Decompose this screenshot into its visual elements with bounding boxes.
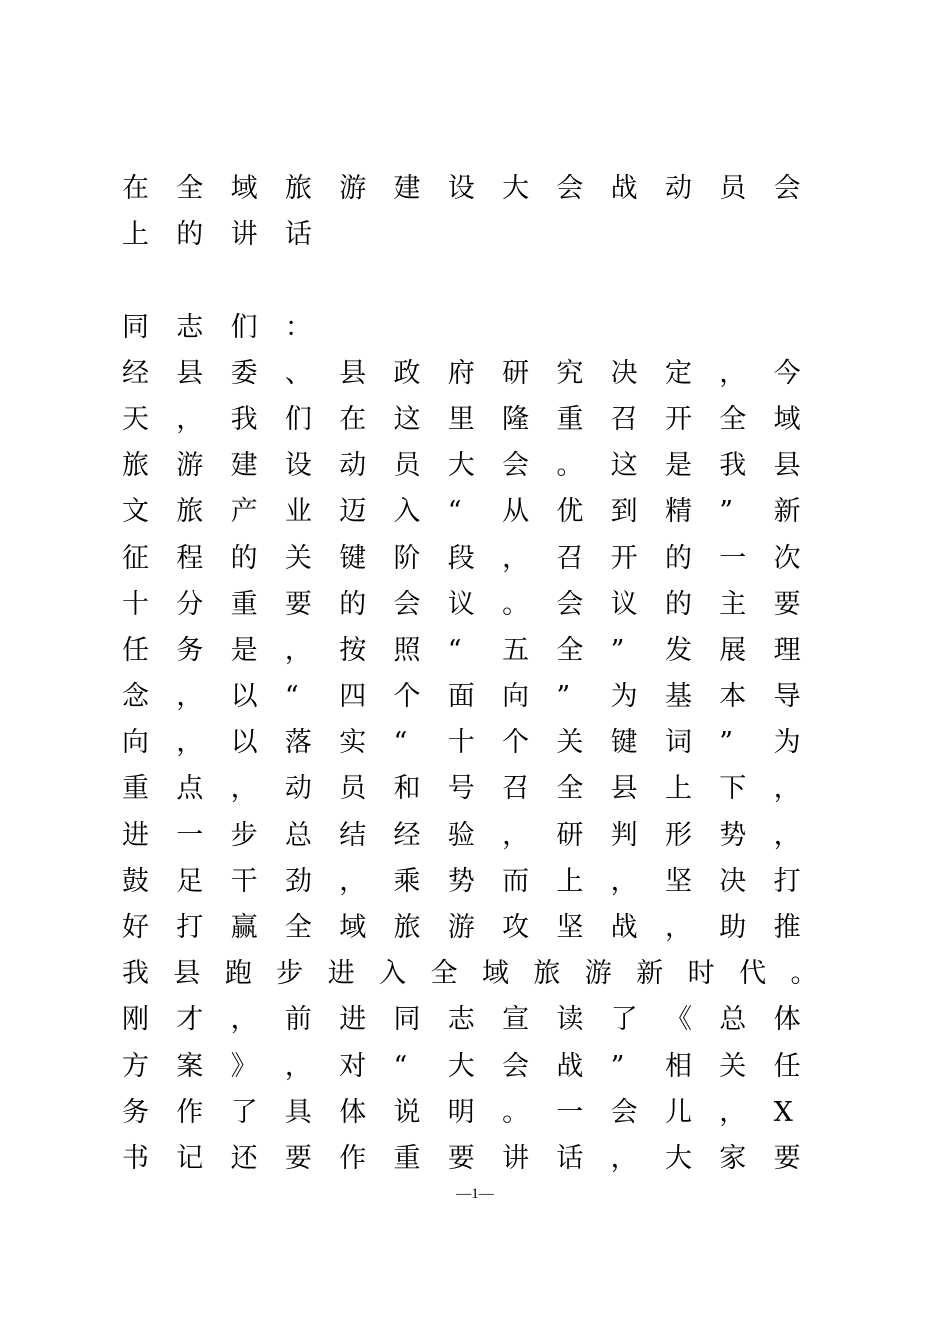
text-char: 话 bbox=[556, 1142, 584, 1174]
text-char: 势 bbox=[447, 865, 475, 897]
text-char: 务 bbox=[176, 634, 204, 666]
document-text bbox=[122, 166, 842, 1182]
text-char: 下 bbox=[719, 773, 747, 805]
text-char: 建 bbox=[230, 450, 258, 482]
text-char: ， bbox=[284, 1050, 312, 1082]
text-char: 入 bbox=[379, 958, 407, 990]
text-char: 旅 bbox=[393, 912, 421, 943]
text-char: ， bbox=[610, 1142, 638, 1174]
text-char: 动 bbox=[339, 450, 367, 482]
text-char: 验 bbox=[447, 819, 475, 851]
text-char: 才 bbox=[176, 1004, 204, 1036]
text-char: 任 bbox=[122, 634, 149, 666]
text-char: 进 bbox=[122, 819, 149, 851]
text-char: 域 bbox=[230, 173, 258, 204]
text-char: 乘 bbox=[393, 865, 421, 897]
text-char: 基 bbox=[664, 681, 692, 713]
text-char: 文 bbox=[122, 496, 149, 528]
text-char: 旅 bbox=[533, 958, 561, 990]
text-char: 的 bbox=[230, 542, 258, 574]
text-char: 县 bbox=[773, 450, 801, 482]
text-char: 重 bbox=[556, 403, 584, 435]
text-char: ， bbox=[719, 357, 747, 389]
text-char: 《 bbox=[664, 1004, 692, 1036]
text-char: 里 bbox=[447, 403, 475, 435]
body-line bbox=[122, 1136, 842, 1182]
text-char: 前 bbox=[284, 1004, 312, 1036]
text-char: 读 bbox=[556, 1004, 584, 1036]
text-char: 案 bbox=[176, 1050, 204, 1082]
text-char: 理 bbox=[773, 634, 801, 666]
text-char: 步 bbox=[276, 958, 304, 990]
text-char: 程 bbox=[176, 542, 204, 574]
text-char: 决 bbox=[719, 865, 747, 897]
text-char: 键 bbox=[610, 727, 638, 759]
text-char: 会 bbox=[556, 173, 584, 204]
text-char: ” bbox=[610, 634, 625, 666]
text-char: 要 bbox=[284, 1142, 312, 1174]
body-line bbox=[122, 766, 842, 812]
text-char: ， bbox=[719, 1096, 747, 1128]
text-char: 判 bbox=[610, 819, 638, 851]
text-char: 县 bbox=[339, 357, 367, 389]
text-char: 方 bbox=[122, 1050, 149, 1082]
text-char: 产 bbox=[230, 496, 258, 528]
text-char: 全 bbox=[176, 173, 204, 204]
text-char: 作 bbox=[176, 1096, 204, 1128]
text-char: 实 bbox=[339, 727, 367, 759]
text-char: 按 bbox=[339, 634, 367, 666]
text-char: 员 bbox=[393, 450, 421, 482]
text-char: 跑 bbox=[224, 958, 252, 990]
text-char: 上 bbox=[122, 219, 149, 251]
text-char: 展 bbox=[719, 634, 747, 666]
text-char: 旅 bbox=[284, 173, 312, 204]
text-char: 全 bbox=[284, 912, 312, 943]
body-line bbox=[122, 397, 842, 443]
text-char: ， bbox=[773, 819, 801, 851]
text-char: 十 bbox=[447, 727, 475, 759]
text-char: ， bbox=[664, 912, 692, 943]
text-char: 开 bbox=[610, 542, 638, 574]
text-char: 这 bbox=[610, 450, 638, 482]
text-char: 上 bbox=[556, 865, 584, 897]
text-char: 召 bbox=[502, 773, 530, 805]
text-char: ， bbox=[176, 403, 204, 435]
text-char: 全 bbox=[430, 958, 458, 990]
text-char: 旅 bbox=[176, 496, 204, 528]
text-char: 说 bbox=[393, 1096, 421, 1128]
text-char: 导 bbox=[773, 681, 801, 713]
text-char: 会 bbox=[773, 173, 801, 204]
text-char: 干 bbox=[230, 865, 258, 897]
text-char: 一 bbox=[719, 542, 747, 574]
text-char: 时 bbox=[687, 958, 715, 990]
text-char: ” bbox=[719, 496, 734, 528]
blank-line bbox=[122, 258, 842, 304]
text-char: 战 bbox=[556, 1050, 584, 1082]
text-char: 宣 bbox=[502, 1004, 530, 1036]
title-line-2 bbox=[122, 212, 842, 258]
body-line bbox=[122, 628, 842, 674]
text-char: 新 bbox=[773, 496, 801, 528]
text-char: 战 bbox=[610, 173, 638, 204]
text-char: 五 bbox=[502, 634, 530, 666]
text-char: 设 bbox=[284, 450, 312, 482]
text-char: 会 bbox=[610, 1096, 638, 1128]
text-char: 四 bbox=[339, 681, 367, 713]
text-char: ” bbox=[719, 727, 734, 759]
text-char: 要 bbox=[773, 588, 801, 620]
text-char: 召 bbox=[610, 403, 638, 435]
text-char: 我 bbox=[230, 403, 258, 435]
text-char: 键 bbox=[339, 542, 367, 574]
text-char: 是 bbox=[664, 450, 692, 482]
text-char: 志 bbox=[447, 1004, 475, 1036]
text-char: 设 bbox=[447, 173, 475, 204]
text-char: 分 bbox=[176, 588, 204, 620]
text-char: 形 bbox=[664, 819, 692, 851]
text-char: ， bbox=[176, 727, 204, 759]
text-char: 委 bbox=[230, 357, 258, 389]
text-char: 新 bbox=[636, 958, 664, 990]
text-char: 作 bbox=[339, 1142, 367, 1174]
text-char: 迈 bbox=[339, 496, 367, 528]
body-line bbox=[122, 1090, 842, 1136]
text-char: 在 bbox=[339, 403, 367, 435]
text-char: 赢 bbox=[230, 912, 258, 943]
text-char: 志 bbox=[176, 311, 204, 343]
text-char: 词 bbox=[664, 727, 692, 759]
text-char: 体 bbox=[339, 1096, 367, 1128]
text-char: 究 bbox=[556, 357, 584, 389]
text-char: 在 bbox=[122, 173, 149, 204]
text-char: 会 bbox=[502, 450, 530, 482]
text-char: 研 bbox=[556, 819, 584, 851]
text-char: ， bbox=[284, 634, 312, 666]
text-char: 了 bbox=[230, 1096, 258, 1128]
text-char: 县 bbox=[173, 958, 201, 990]
text-char: 开 bbox=[664, 403, 692, 435]
text-char: “ bbox=[393, 727, 408, 759]
text-char: 从 bbox=[502, 496, 530, 528]
text-char: 全 bbox=[556, 634, 584, 666]
text-char: 照 bbox=[393, 634, 421, 666]
text-char: 上 bbox=[664, 773, 692, 805]
text-char: 大 bbox=[447, 450, 475, 482]
text-char: 话 bbox=[284, 219, 312, 251]
text-char: 入 bbox=[393, 496, 421, 528]
page-number: —1— bbox=[456, 1186, 494, 1202]
text-char: 。 bbox=[502, 588, 530, 620]
text-char: 大 bbox=[447, 1050, 475, 1082]
text-char: 政 bbox=[393, 357, 421, 389]
text-char: 经 bbox=[122, 357, 149, 389]
text-char: 我 bbox=[122, 958, 149, 990]
text-char: ， bbox=[502, 819, 530, 851]
text-char: 员 bbox=[339, 773, 367, 805]
text-char: 同 bbox=[122, 311, 149, 343]
title-line-1 bbox=[122, 166, 842, 212]
text-char: 打 bbox=[176, 912, 204, 943]
text-char: 刚 bbox=[122, 1004, 149, 1036]
text-char: 任 bbox=[773, 1050, 801, 1082]
text-char: 员 bbox=[719, 173, 747, 204]
text-char: 今 bbox=[773, 357, 801, 389]
text-char: 为 bbox=[773, 727, 801, 759]
text-char: 会 bbox=[502, 1050, 530, 1082]
text-char: 助 bbox=[719, 912, 747, 943]
text-char: 相 bbox=[664, 1050, 692, 1082]
text-char: 征 bbox=[122, 542, 149, 574]
text-char: 记 bbox=[176, 1142, 204, 1174]
text-char: ， bbox=[773, 773, 801, 805]
text-char: ， bbox=[230, 773, 258, 805]
text-char: 旅 bbox=[122, 450, 149, 482]
text-char: 》 bbox=[230, 1050, 258, 1082]
text-char: ， bbox=[230, 1004, 258, 1036]
text-char: 以 bbox=[230, 681, 258, 713]
text-char: 结 bbox=[339, 819, 367, 851]
text-char: 向 bbox=[122, 727, 149, 759]
text-char: 坚 bbox=[664, 865, 692, 897]
text-char: 的 bbox=[664, 542, 692, 574]
text-char: 务 bbox=[122, 1096, 149, 1128]
text-char: 的 bbox=[176, 219, 204, 251]
text-char: 号 bbox=[447, 773, 475, 805]
text-char: ， bbox=[610, 865, 638, 897]
text-char: 关 bbox=[719, 1050, 747, 1082]
text-char: ， bbox=[176, 681, 204, 713]
body-line bbox=[122, 859, 842, 905]
text-char: 游 bbox=[447, 912, 475, 943]
text-char: ， bbox=[502, 542, 530, 574]
text-char: ” bbox=[556, 681, 571, 713]
text-char: 。 bbox=[556, 450, 584, 482]
text-char: 讲 bbox=[502, 1142, 530, 1174]
text-char: 重 bbox=[393, 1142, 421, 1174]
text-char: 本 bbox=[719, 681, 747, 713]
text-char: 会 bbox=[393, 588, 421, 620]
text-char: 体 bbox=[773, 1004, 801, 1036]
text-char: 对 bbox=[339, 1050, 367, 1082]
text-char: 研 bbox=[502, 357, 530, 389]
text-char: 要 bbox=[773, 1142, 801, 1174]
text-char: 攻 bbox=[502, 912, 530, 943]
text-char: 一 bbox=[556, 1096, 584, 1128]
text-char: 关 bbox=[284, 542, 312, 574]
text-char: “ bbox=[284, 681, 299, 713]
text-char: 明 bbox=[447, 1096, 475, 1128]
text-char: 坚 bbox=[556, 912, 584, 943]
text-char: 步 bbox=[230, 819, 258, 851]
text-char: 总 bbox=[284, 819, 312, 851]
body-line bbox=[122, 351, 842, 397]
text-char: “ bbox=[447, 496, 462, 528]
text-char: 打 bbox=[773, 865, 801, 897]
text-char: ： bbox=[284, 311, 312, 343]
body-line bbox=[122, 813, 842, 859]
text-char: 全 bbox=[719, 403, 747, 435]
text-char: 精 bbox=[664, 496, 692, 528]
text-char: 是 bbox=[230, 634, 258, 666]
text-char: 重 bbox=[122, 773, 149, 805]
text-char: 同 bbox=[393, 1004, 421, 1036]
text-char: 府 bbox=[447, 357, 475, 389]
text-char: 的 bbox=[339, 588, 367, 620]
text-char: 落 bbox=[284, 727, 312, 759]
body-line bbox=[122, 905, 842, 951]
text-char: 域 bbox=[773, 403, 801, 435]
text-char: 以 bbox=[230, 727, 258, 759]
body-line bbox=[122, 720, 842, 766]
text-char: 主 bbox=[719, 588, 747, 620]
text-char: 向 bbox=[502, 681, 530, 713]
text-char: 劲 bbox=[284, 865, 312, 897]
text-char: 段 bbox=[447, 542, 475, 574]
text-char: 发 bbox=[664, 634, 692, 666]
text-char: 关 bbox=[556, 727, 584, 759]
text-char: 的 bbox=[664, 588, 692, 620]
text-char: 召 bbox=[556, 542, 584, 574]
text-char: 和 bbox=[393, 773, 421, 805]
text-char: 进 bbox=[339, 1004, 367, 1036]
text-char: 游 bbox=[176, 450, 204, 482]
text-char: 业 bbox=[284, 496, 312, 528]
text-char: 定 bbox=[664, 357, 692, 389]
text-char: 游 bbox=[339, 173, 367, 204]
text-char: 进 bbox=[327, 958, 355, 990]
text-char: 好 bbox=[122, 912, 149, 943]
text-char: 游 bbox=[584, 958, 612, 990]
body-line bbox=[122, 443, 842, 489]
body-line bbox=[122, 674, 842, 720]
body-line bbox=[122, 489, 842, 535]
text-char: 念 bbox=[122, 681, 149, 713]
text-char: 会 bbox=[556, 588, 584, 620]
body-line bbox=[122, 997, 842, 1043]
text-char: 隆 bbox=[502, 403, 530, 435]
text-char: ， bbox=[339, 865, 367, 897]
text-char: “ bbox=[393, 1050, 408, 1082]
text-char: 面 bbox=[447, 681, 475, 713]
text-char: 县 bbox=[610, 773, 638, 805]
text-char: 家 bbox=[719, 1142, 747, 1174]
text-char: 要 bbox=[284, 588, 312, 620]
text-char: 讲 bbox=[230, 219, 258, 251]
text-char: 动 bbox=[284, 773, 312, 805]
text-char: 一 bbox=[176, 819, 204, 851]
text-char: 个 bbox=[393, 681, 421, 713]
text-char: 还 bbox=[230, 1142, 258, 1174]
text-char: 十 bbox=[122, 588, 149, 620]
text-char: 全 bbox=[556, 773, 584, 805]
salutation-line bbox=[122, 305, 842, 351]
text-char: 我 bbox=[719, 450, 747, 482]
text-char: 们 bbox=[230, 311, 258, 343]
text-char: 动 bbox=[664, 173, 692, 204]
text-char: 具 bbox=[284, 1096, 312, 1128]
text-char: 决 bbox=[610, 357, 638, 389]
text-char: 建 bbox=[393, 173, 421, 204]
text-char: 阶 bbox=[393, 542, 421, 574]
text-char: 足 bbox=[176, 865, 204, 897]
text-char: 这 bbox=[393, 403, 421, 435]
text-char: 代 bbox=[739, 958, 767, 990]
text-char: 县 bbox=[176, 357, 204, 389]
body-line bbox=[122, 951, 842, 997]
text-char: 重 bbox=[230, 588, 258, 620]
text-char: 、 bbox=[284, 357, 312, 389]
text-char: ” bbox=[610, 1050, 625, 1082]
text-char: “ bbox=[447, 634, 462, 666]
body-line bbox=[122, 1044, 842, 1090]
text-char: 大 bbox=[664, 1142, 692, 1174]
text-char: 推 bbox=[773, 912, 801, 943]
text-char: 了 bbox=[610, 1004, 638, 1036]
text-char: 经 bbox=[393, 819, 421, 851]
text-char: 。 bbox=[502, 1096, 530, 1128]
text-char: 要 bbox=[447, 1142, 475, 1174]
text-char: 大 bbox=[502, 173, 530, 204]
text-char: 们 bbox=[284, 403, 312, 435]
text-char: 优 bbox=[556, 496, 584, 528]
text-char: 战 bbox=[610, 912, 638, 943]
text-char: X bbox=[773, 1096, 793, 1128]
text-char: 而 bbox=[502, 865, 530, 897]
text-char: 为 bbox=[610, 681, 638, 713]
body-line bbox=[122, 536, 842, 582]
text-char: 议 bbox=[610, 588, 638, 620]
text-char: 势 bbox=[719, 819, 747, 851]
text-char: 域 bbox=[481, 958, 509, 990]
text-char: 总 bbox=[719, 1004, 747, 1036]
text-char: 次 bbox=[773, 542, 801, 574]
text-char: 点 bbox=[176, 773, 204, 805]
text-char: 到 bbox=[610, 496, 638, 528]
text-char: 鼓 bbox=[122, 865, 149, 897]
text-char: 书 bbox=[122, 1142, 149, 1174]
text-char: 。 bbox=[790, 958, 818, 990]
text-char: 域 bbox=[339, 912, 367, 943]
text-char: 天 bbox=[122, 403, 149, 435]
text-char: 儿 bbox=[664, 1096, 692, 1128]
text-char: 个 bbox=[502, 727, 530, 759]
text-char: 议 bbox=[447, 588, 475, 620]
body-line bbox=[122, 582, 842, 628]
